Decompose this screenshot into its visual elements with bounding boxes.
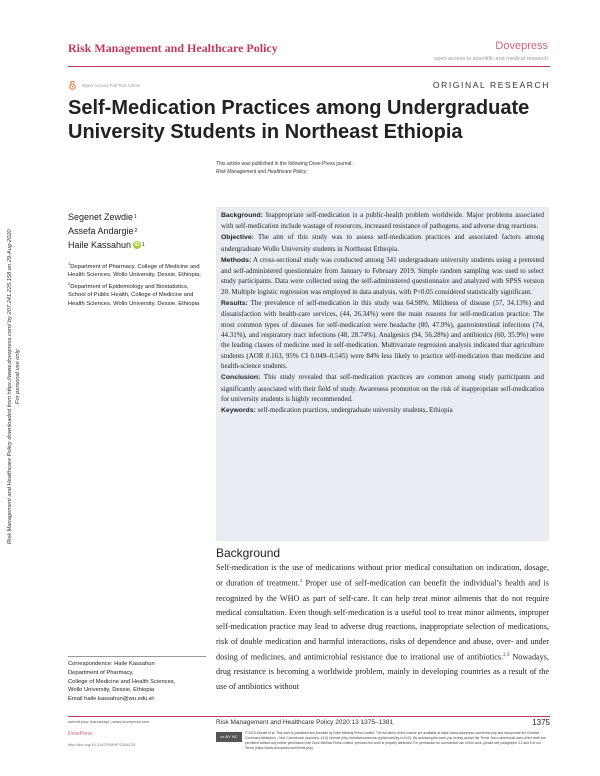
author bbox=[68, 210, 145, 224]
abstract-keywords-label: Keywords: bbox=[221, 406, 256, 414]
header-divider bbox=[68, 66, 550, 67]
open-access-label: Open Access Full Text Article bbox=[82, 82, 140, 88]
license-text: © 2020 Zewdie et al. This work is published and licensed by Dove Medical Press Limited. The full terms of this license are available at https://www.dovepress.com/terms.php and incorporate the Creative Commons Attribution – Non Commercial (unported, v3.0) License (http://creativecommons.org/licenses/by-nc/3.0/). By accessing the work you hereby accept the Terms. Non-commercial uses of the work are permitted without any further permission from Dove Medical Press Limited, provided the work is properly attributed. For permission for commercial use of this work, please see paragraphs 4.2 and 5 of our Terms (https://www.dovepress.com/terms.php). bbox=[245, 731, 546, 750]
page-number: 1375 bbox=[532, 718, 550, 727]
published-note bbox=[216, 160, 353, 176]
abstract-objective-label: Objective: bbox=[221, 234, 254, 242]
abstract-background-label: Background: bbox=[221, 212, 263, 219]
journal-title: Risk Management and Healthcare Policy bbox=[68, 41, 278, 55]
affiliation-number: 2 bbox=[68, 280, 71, 286]
orcid-icon[interactable]: iD bbox=[134, 242, 140, 248]
abstract-conclusion-label: Conclusion: bbox=[221, 374, 261, 382]
affiliations bbox=[68, 260, 206, 308]
correspondence-line: Correspondence: Haile Kassahun bbox=[68, 661, 155, 667]
author bbox=[68, 238, 145, 252]
article-title-line-2: University Students in Northeast Ethiopia bbox=[68, 121, 463, 143]
open-access-badge bbox=[68, 80, 140, 90]
abstract-results: The prevalence of self-medication in this study was 64.98%. Mildness of disease (57, 34.13%) and dissatisfaction with health-care services, (44, 26.34%) were the main reasons for self-medication practice. The most common types of diseases for self-medication were headache (80, 47.9%), gastrointestinal infections (74, 44.31%), and respiratory tract infections (48, 28.74%). Analgesics (94, 56.28%) and antibiotics (60, 35.9%) were the leading classes of medicine used in self-medication. Multivariate regression analysis indicated that agriculture students (AOR 0.163, 95% CI 0.049–0.545) were 84% less likely to practice self-medication than medicine and health-science students. bbox=[221, 298, 544, 371]
abstract-methods-label: Methods: bbox=[221, 256, 252, 264]
section-heading-background: Background bbox=[216, 546, 281, 560]
published-note-line: This article was published in the following Dove Press journal: bbox=[216, 161, 353, 167]
footer-citation: Risk Management and Healthcare Policy 2020:13 1375–1381 bbox=[216, 719, 394, 726]
download-notice bbox=[6, 124, 32, 544]
doi-link[interactable]: http://doi.org/10.2147/RMHP.S264129 bbox=[68, 742, 136, 747]
author-name: Assefa Andargie bbox=[68, 225, 134, 236]
correspondence-line: Department of Pharmacy, bbox=[68, 669, 134, 676]
publisher-tagline: open access to scientific and medical research bbox=[434, 56, 548, 62]
author-list bbox=[68, 210, 145, 252]
publisher-logo[interactable] bbox=[434, 40, 548, 62]
author-affiliation-ref: 1 bbox=[134, 214, 137, 220]
published-note-journal: Risk Management and Healthcare Policy bbox=[216, 169, 307, 175]
abstract-box bbox=[216, 207, 549, 541]
correspondence-line: Wollo University, Dessie, Ethiopia bbox=[68, 687, 155, 694]
author-name: Segenet Zewdie bbox=[68, 211, 134, 222]
download-notice-line-2: For personal use only. bbox=[15, 348, 21, 404]
article-title bbox=[68, 96, 538, 144]
background-text: Proper use of self-medication can benefit the individual’s health and is recognized by the WHO as part of self-care. It can help treat minor ailments that do not require medical consultation. Even though self-medication is a useful tool to treat minor ailments, improper self-medication practice may lead to adverse drug reactions, inappropriate selection of medications, risk of double medication and harmful interactions, risks of dependence and abuse, over- and under dosing of medicines, and antimicrobial resistance due to irrational use of antibiotics. bbox=[216, 579, 549, 662]
abstract-conclusion: This study revealed that self-medication practices are common among study participants and significantly associated with their field of study. Awareness promotion on the risk of inappropriate self-medication for university students is highly recommended. bbox=[221, 373, 545, 403]
background-text: Nowadays, drug resistance is becoming a worldwide problem, mainly in developing countries as a result of the use of antibiotics without bbox=[216, 652, 549, 691]
abstract-keywords: self-medication practices, undergraduate university students, Ethiopia bbox=[257, 405, 453, 414]
article-title-line-1: Self-Medication Practices among Undergraduate bbox=[68, 97, 530, 119]
author-affiliation-ref: 1 bbox=[142, 242, 145, 248]
affiliation-text: Department of Pharmacy, College of Medicine and Health Sciences, Wollo University, Dessie, Ethiopia; bbox=[68, 263, 201, 279]
citation-ref[interactable]: 2,3 bbox=[503, 653, 510, 659]
affiliation-number: 1 bbox=[68, 261, 71, 266]
abstract-background: Inappropriate self-medication is a public-health problem worldwide. Major problems associated with self-medication include wastage of resources, increased resistance of pathogens, and adverse drug reactions. bbox=[221, 211, 545, 231]
background-text: Self-medication is the use of medications without prior medical consultation on indication, dosage, or duration of treatment. bbox=[216, 563, 549, 589]
download-notice-line-1: Risk Management and Healthcare Policy downloaded from https://www.dovepress.com/ by 207.241.225.158 on 29-Aug-2020 bbox=[7, 229, 13, 544]
footer-publisher-logo[interactable]: DovePress bbox=[68, 731, 93, 737]
affiliation-text: Department of Epidemiology and Biostatistics, School of Public Health, College of Medicine and Health Sciences, Wollo University, Dessie, Ethiopia bbox=[68, 283, 200, 307]
correspondence-email[interactable]: Email haile.kassahun@wu.edu.et bbox=[68, 696, 154, 703]
abstract-methods: A cross-sectional study was conducted among 341 undergraduate university students using a pretested and self-administered questionnaire from January to February 2019. Simple random sampling was used to select study participants. Data were collected using the self-administered questionnaire and analyzed with SPSS version 20. Multiple logistic regression was employed in data analysis, with P<0.05 considered statistically significant. bbox=[221, 255, 544, 296]
submit-manuscript-link[interactable]: submit your manuscript | www.dovepress.com bbox=[68, 719, 150, 724]
creative-commons-badge[interactable]: cc BY NC bbox=[216, 732, 242, 742]
publisher-name: Dovepress bbox=[495, 40, 548, 52]
correspondence-line: College of Medicine and Health Sciences, bbox=[68, 678, 176, 685]
abstract-objective: The aim of this study was to assess self-medication practices and associated factors among undergraduate Wollo University students in Northeast Ethiopia. bbox=[221, 233, 544, 253]
abstract-results-label: Results: bbox=[221, 299, 248, 307]
footer-divider bbox=[68, 716, 550, 717]
open-access-icon bbox=[68, 80, 77, 90]
background-body bbox=[216, 561, 549, 694]
correspondence bbox=[68, 660, 208, 704]
article-type: ORIGINAL RESEARCH bbox=[432, 80, 550, 90]
author-affiliation-ref: 2 bbox=[134, 228, 138, 234]
author-name: Haile Kassahun bbox=[68, 239, 132, 250]
author bbox=[68, 224, 145, 238]
correspondence-divider bbox=[68, 656, 206, 657]
citation-ref[interactable]: 1 bbox=[299, 579, 303, 585]
